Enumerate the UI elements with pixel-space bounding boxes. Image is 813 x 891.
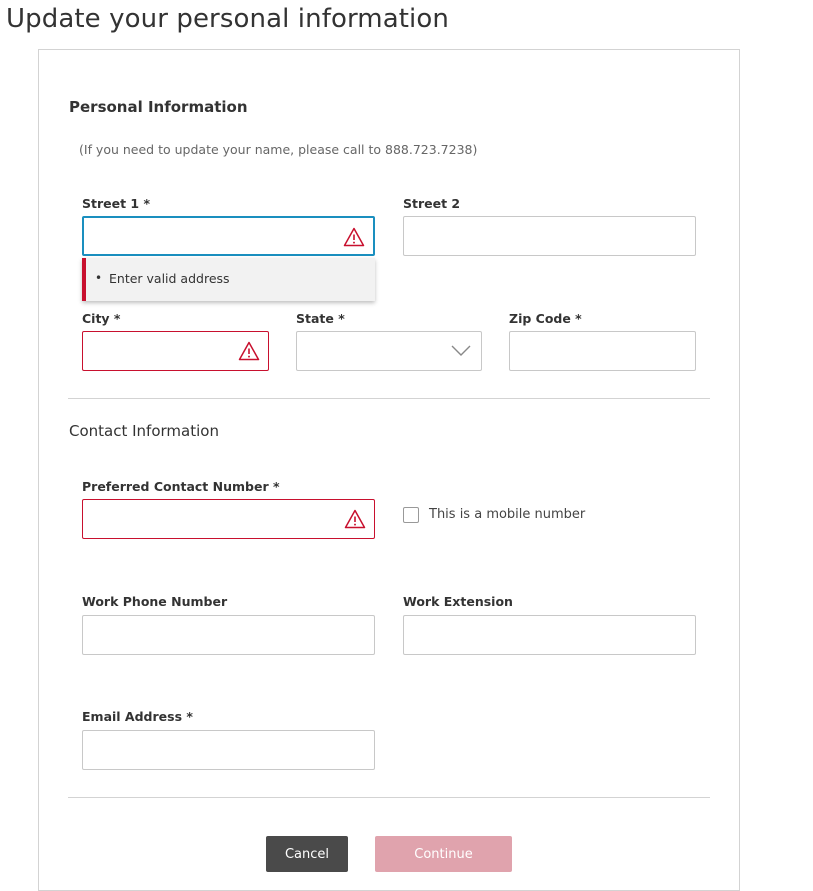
street1-input[interactable] [82, 216, 375, 256]
personal-info-heading: Personal Information [69, 98, 248, 116]
city-label: City * [82, 311, 121, 326]
actions-divider [68, 797, 710, 798]
mobile-number-label[interactable]: This is a mobile number [429, 507, 586, 522]
work-extension-input[interactable] [403, 615, 696, 655]
street1-label: Street 1 * [82, 196, 151, 211]
street1-error-text: Enter valid address [109, 271, 230, 286]
chevron-down-icon [451, 345, 471, 357]
work-phone-label: Work Phone Number [82, 594, 228, 609]
name-update-note: (If you need to update your name, please call to 888.723.7238) [79, 142, 478, 157]
street2-input[interactable] [403, 216, 696, 256]
page-title: Update your personal information [6, 4, 449, 34]
state-select[interactable] [296, 331, 482, 371]
email-label: Email Address * [82, 709, 193, 724]
street2-label: Street 2 [403, 196, 461, 211]
work-extension-label: Work Extension [403, 594, 513, 609]
cancel-button[interactable]: Cancel [266, 836, 348, 872]
preferred-contact-input[interactable] [82, 499, 375, 539]
work-phone-input[interactable] [82, 615, 375, 655]
street1-error-tooltip [82, 258, 375, 301]
warning-icon [343, 227, 365, 247]
continue-button[interactable]: Continue [375, 836, 512, 872]
contact-info-heading: Contact Information [69, 422, 219, 440]
preferred-contact-label: Preferred Contact Number * [82, 479, 280, 494]
section-divider [68, 398, 710, 399]
state-label: State * [296, 311, 345, 326]
mobile-number-checkbox[interactable] [403, 507, 419, 523]
email-input[interactable] [82, 730, 375, 770]
bullet-icon: • [95, 271, 103, 285]
zip-input[interactable] [509, 331, 696, 371]
warning-icon [238, 341, 260, 361]
warning-icon [344, 509, 366, 529]
zip-label: Zip Code * [509, 311, 582, 326]
city-input[interactable] [82, 331, 269, 371]
